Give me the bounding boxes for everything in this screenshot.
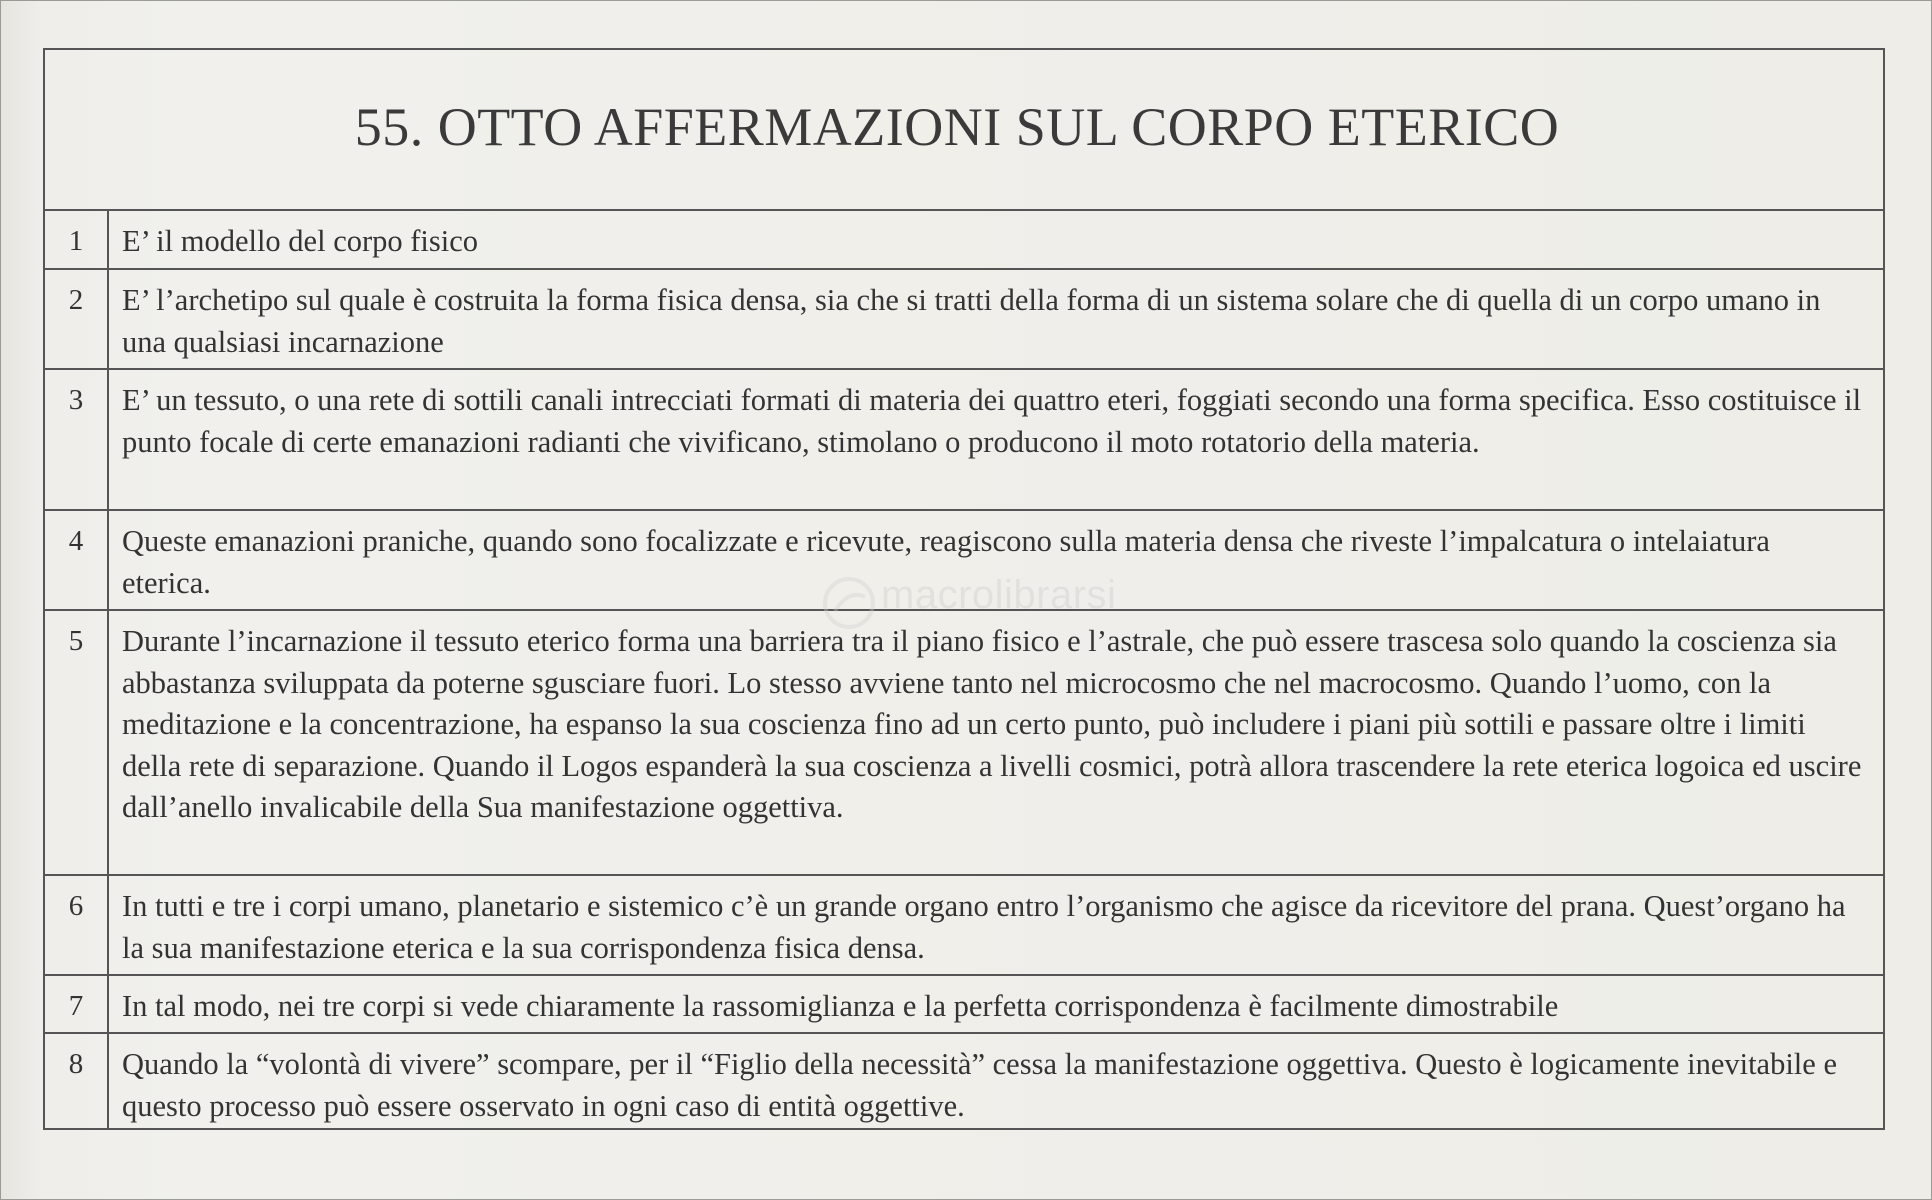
table-row [45, 511, 1883, 611]
table-frame [43, 48, 1885, 1130]
table-row [45, 611, 1883, 876]
row-number: 5 [45, 611, 109, 874]
statements-table [45, 211, 1883, 1130]
row-text: In tutti e tre i corpi umano, planetario e sistemico c’è un grande organo entro l’organismo che agisce da ricevitore del prana. Quest’organo ha la sua manifestazione eterica e la sua corrispondenza fisica densa. [122, 889, 1846, 965]
row-number: 6 [45, 876, 109, 974]
row-number: 4 [45, 511, 109, 609]
row-text: E’ il modello del corpo fisico [122, 224, 479, 258]
table-row [45, 976, 1883, 1034]
row-number: 2 [45, 270, 109, 368]
row-number: 8 [45, 1034, 109, 1130]
row-text: E’ un tessuto, o una rete di sottili canali intrecciati formati di materia dei quattro eteri, foggiati secondo una forma specifica. Esso costituisce il punto focale di certe emanazioni radianti che vivificano, stimolano o producono il moto rotatorio della materia. [122, 383, 1862, 459]
table-row [45, 1034, 1883, 1130]
title-row [45, 50, 1883, 211]
row-number: 1 [45, 211, 109, 268]
row-number: 7 [45, 976, 109, 1032]
table-row [45, 270, 1883, 370]
watermark-text: macrolibrarsi [881, 573, 1117, 617]
row-text: Durante l’incarnazione il tessuto eterico forma una barriera tra il piano fisico e l’astrale, che può essere trascesa solo quando la coscienza sia abbastanza sviluppata da poterne sgusciare fuori. Lo stesso avviene tanto nel microcosmo che nel macrocosmo. Quando l’uomo, con la meditazione e la concentrazione, ha espanso la sua coscienza fino ad un certo punto, può includere i piani più sottili e passare oltre i limiti della rete di separazione. Quando il Logos espanderà la sua coscienza a livelli cosmici, potrà allora trascendere la rete eterica logoica ed uscire dall’anello invalicabile della Sua manifestazione oggettiva. [122, 624, 1862, 824]
page-title: 55. OTTO AFFERMAZIONI SUL CORPO ETERICO [354, 96, 1560, 157]
row-text: Quando la “volontà di vivere” scompare, per il “Figlio della necessità” cessa la manifestazione oggettiva. Questo è logicamente inevitabile e questo processo può essere osservato in ogni caso di entità oggettive. [122, 1047, 1837, 1123]
table-row [45, 370, 1883, 511]
row-number: 3 [45, 370, 109, 509]
table-row [45, 211, 1883, 270]
row-text: E’ l’archetipo sul quale è costruita la forma fisica densa, sia che si tratti della forma di un sistema solare che di quella di un corpo umano in una qualsiasi incarnazione [122, 283, 1821, 359]
row-text: Queste emanazioni praniche, quando sono focalizzate e ricevute, reagiscono sulla materia densa che riveste l’impalcatura o intelaiatura eterica. [122, 524, 1770, 600]
table-row [45, 876, 1883, 976]
row-text: In tal modo, nei tre corpi si vede chiaramente la rassomiglianza e la perfetta corrispondenza è facilmente dimostrabile [122, 989, 1559, 1023]
